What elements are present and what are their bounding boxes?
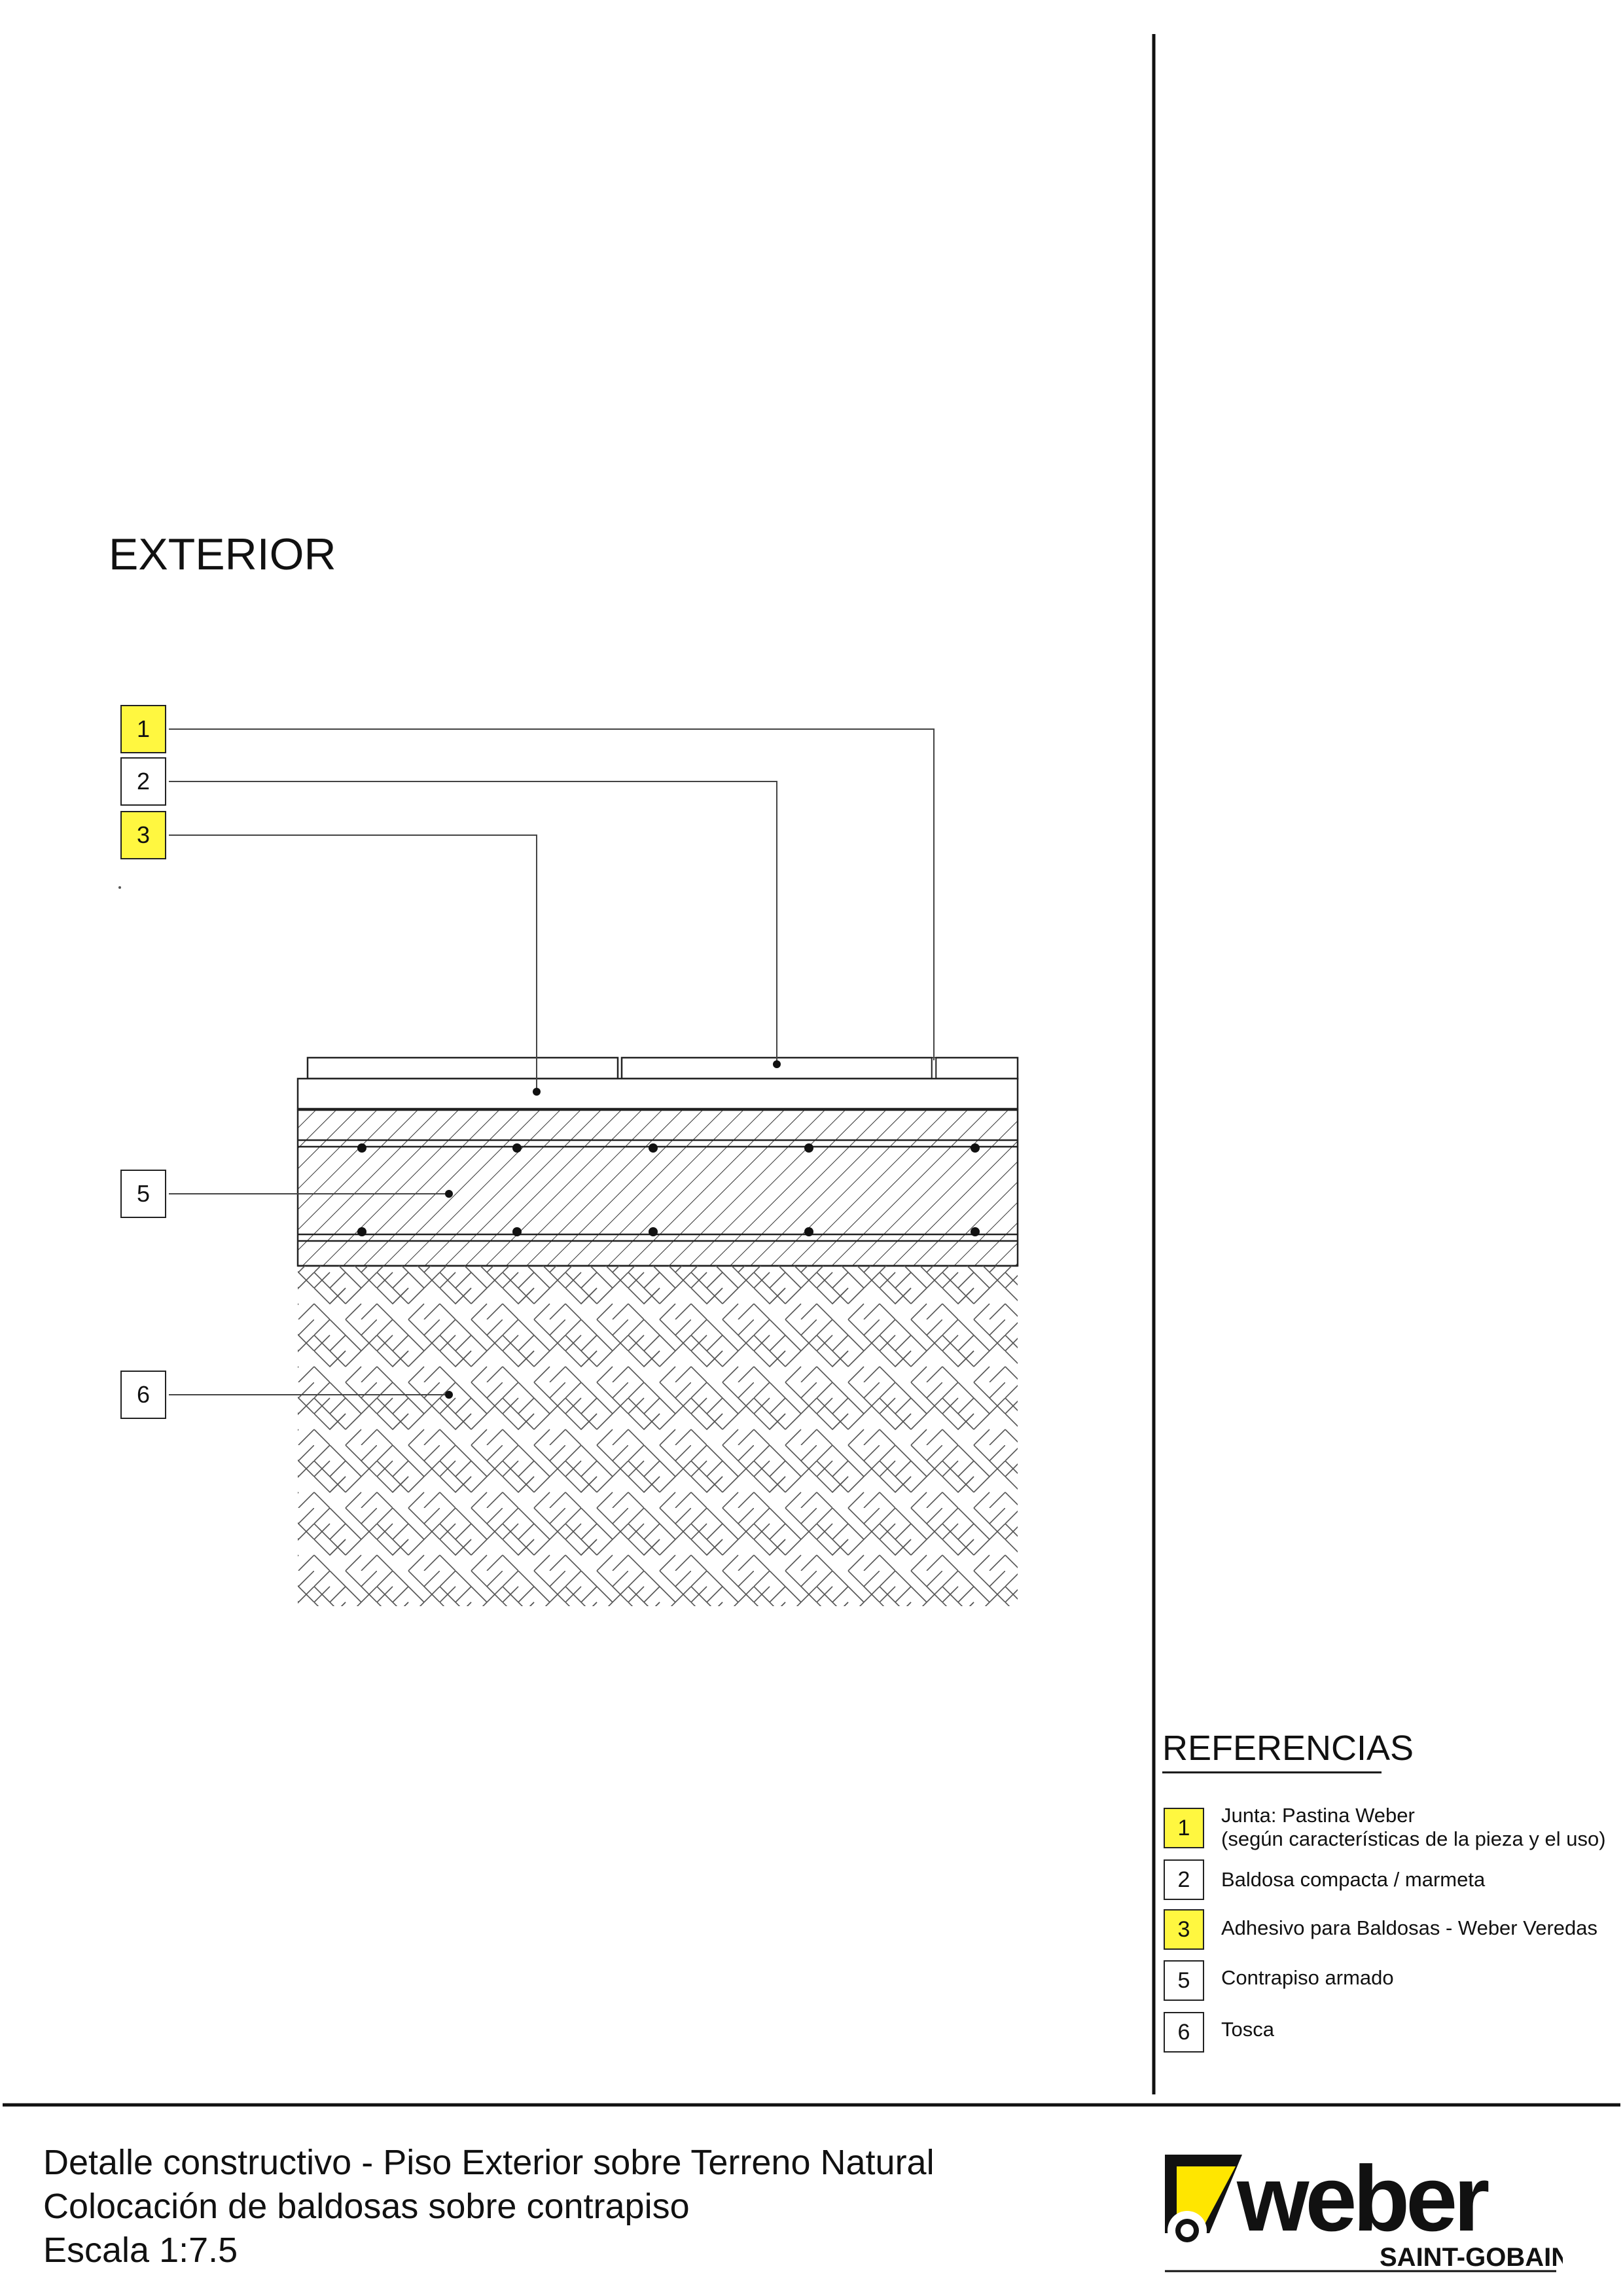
adhesive-layer [298, 1079, 1018, 1109]
ref-text-3: Adhesivo para Baldosas - Weber Veredas [1221, 1916, 1597, 1939]
title-block-line2: Colocación de baldosas sobre contrapiso [43, 2187, 690, 2226]
ref-number-2: 2 [1164, 1859, 1204, 1900]
ref-number-1: 1 [1164, 1808, 1204, 1848]
ref-number-3: 3 [1164, 1909, 1204, 1950]
slab-layer [298, 1110, 1018, 1266]
ref-text-1b: (según características de la pieza y el uso) [1221, 1827, 1606, 1850]
ref-number-5: 5 [1164, 1960, 1204, 2001]
joint-mark [932, 1058, 936, 1079]
callout-5: 5 [120, 1170, 166, 1218]
tile-layer [308, 1058, 1018, 1079]
weber-logo [1164, 2148, 1563, 2272]
ref-number-6: 6 [1164, 2012, 1204, 2053]
callout-3: 3 [120, 811, 166, 859]
references-title: REFERENCIAS [1162, 1729, 1414, 1768]
references-underline [1162, 1771, 1382, 1774]
callout-2: 2 [120, 757, 166, 806]
weber-logo-mark [1164, 2148, 1563, 2272]
title-block-line1: Detalle constructivo - Piso Exterior sobre Terreno Natural [43, 2143, 935, 2182]
ref-text-2: Baldosa compacta / marmeta [1221, 1868, 1486, 1891]
section-label: EXTERIOR [109, 529, 336, 579]
callout-1: 1 [120, 705, 166, 753]
ref-text-5: Contrapiso armado [1221, 1966, 1394, 1989]
soil-layer [298, 1266, 1018, 1606]
ref-text-6: Tosca [1221, 2018, 1274, 2041]
title-block-line3: Escala 1:7.5 [43, 2231, 238, 2270]
svg-text:weber: weber [1237, 2148, 1486, 2251]
callout-6: 6 [120, 1371, 166, 1419]
svg-text:SAINT-GOBAIN: SAINT-GOBAIN [1380, 2243, 1563, 2272]
ref-text-1a: Junta: Pastina Weber [1221, 1804, 1415, 1827]
